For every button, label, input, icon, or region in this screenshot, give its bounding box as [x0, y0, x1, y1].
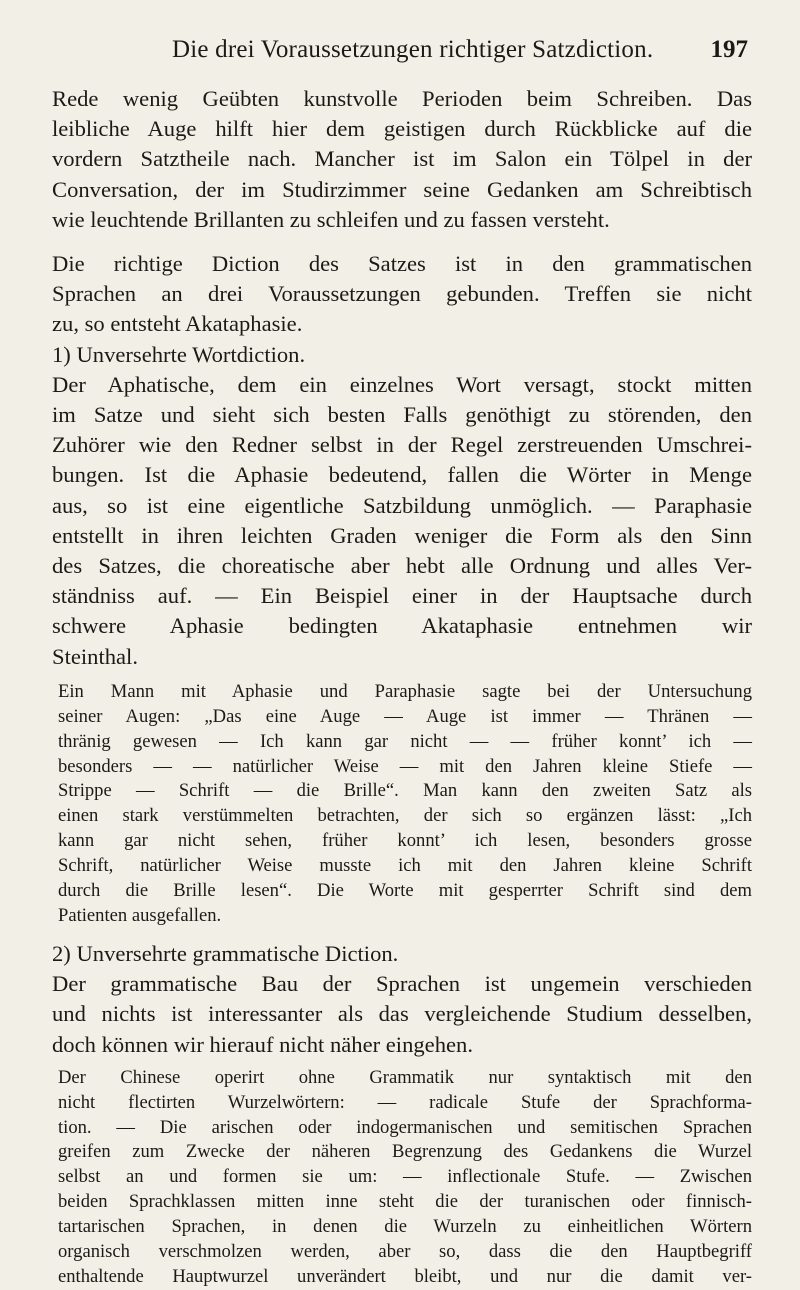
text-line: aus, so ist eine eigentliche Satzbildung unmöglich. — Paraphasie: [52, 492, 752, 518]
text-line: Die richtige Diction des Satzes ist in den grammatischen: [52, 251, 752, 277]
page-body: [52, 84, 752, 1290]
text-line: Conversation, der im Studirzimmer seine Gedanken am Schreibtisch: [52, 176, 752, 202]
paragraph-1: [52, 84, 752, 235]
text-line: bungen. Ist die Aphasie bedeutend, fallen die Wörter in Menge: [52, 462, 752, 488]
section-heading-2: 2) Unversehrte grammatische Diction.: [52, 940, 399, 966]
text-line: enthaltende Hauptwurzel unverändert bleibt, und nur die damit ver-: [58, 1265, 752, 1287]
text-line: zu, so entsteht Akataphasie.: [52, 311, 303, 337]
text-line: tartarischen Sprachen, in denen die Wurzeln zu einheitlichen Wörtern: [58, 1216, 752, 1238]
text-line: organisch verschmolzen werden, aber so, dass die den Hauptbegriff: [58, 1241, 752, 1263]
paragraph-4: [52, 969, 752, 1060]
text-line: besonders — — natürlicher Weise — mit den Jahren kleine Stiefe —: [58, 755, 752, 777]
text-line: beiden Sprachklassen mitten inne steht die der turanischen oder finnisch-: [58, 1191, 752, 1213]
text-line: im Satze und sieht sich besten Falls genöthigt zu störenden, den: [52, 402, 752, 428]
quotation-block: [52, 680, 752, 929]
text-line: ständniss auf. — Ein Beispiel einer in der Hauptsache durch: [52, 583, 752, 609]
text-line: wie leuchtende Brillanten zu schleifen und zu fassen versteht.: [52, 206, 610, 232]
text-line: doch können wir hierauf nicht näher eingehen.: [52, 1031, 473, 1057]
running-title: Die drei Voraussetzungen richtiger Satzdiction.: [172, 36, 654, 63]
text-line: des Satzes, die choreatische aber hebt alle Ordnung und alles Ver-: [52, 553, 752, 579]
text-line: greifen zum Zwecke der näheren Begrenzung des Gedankens die Wurzel: [58, 1141, 752, 1163]
text-line: Steinthal.: [52, 643, 138, 669]
text-line: tion. — Die arischen oder indogermanischen und semitischen Sprachen: [58, 1116, 752, 1138]
text-line: vordern Satztheile nach. Mancher ist im Salon ein Tölpel in der: [52, 146, 752, 172]
text-line: seiner Augen: „Das eine Auge — Auge ist immer — Thränen —: [58, 705, 752, 727]
text-line: Der Chinese operirt ohne Grammatik nur syntaktisch mit den: [58, 1066, 752, 1088]
text-line: Strippe — Schrift — die Brille“. Man kann den zweiten Satz als: [58, 780, 752, 802]
text-line: Schrift, natürlicher Weise musste ich mit den Jahren kleine Schrift: [58, 855, 752, 877]
text-line: schwere Aphasie bedingten Akataphasie entnehmen wir: [52, 613, 752, 639]
text-line: Patienten ausgefallen.: [58, 905, 222, 927]
text-line: nicht flectirten Wurzelwörtern: — radicale Stufe der Sprachforma-: [58, 1091, 752, 1113]
text-line: Zuhörer wie den Redner selbst in der Regel zerstreuenden Umschrei-: [52, 432, 752, 458]
note-block: [52, 1066, 752, 1290]
text-line: selbst an und formen sie um: — inflectionale Stufe. — Zwischen: [58, 1166, 752, 1188]
text-line: Der grammatische Bau der Sprachen ist ungemein verschieden: [52, 971, 752, 997]
page-number: 197: [710, 36, 748, 63]
text-line: entstellt in ihren leichten Graden weniger die Form als den Sinn: [52, 522, 752, 548]
text-line: Rede wenig Geübten kunstvolle Perioden beim Schreiben. Das: [52, 86, 752, 111]
text-line: Ein Mann mit Aphasie und Paraphasie sagte bei der Untersuchung: [58, 680, 752, 702]
text-line: durch die Brille lesen“. Die Worte mit gesperrter Schrift sind dem: [58, 880, 752, 902]
text-line: und nichts ist interessanter als das vergleichende Studium desselben,: [52, 1001, 752, 1027]
paragraph-2: [52, 249, 752, 340]
text-line: einen stark verstümmelten betrachten, der sich so ergänzen lässt: „Ich: [58, 805, 752, 827]
section-heading-1: 1) Unversehrte Wortdiction.: [52, 341, 306, 367]
text-line: Der Aphatische, dem ein einzelnes Wort versagt, stockt mitten: [52, 371, 752, 397]
running-header: [52, 36, 748, 76]
text-line: kann gar nicht sehen, früher konnt’ ich lesen, besonders grosse: [58, 830, 752, 852]
text-line: Sprachen an drei Voraussetzungen gebunden. Treffen sie nicht: [52, 281, 752, 307]
text-line: leibliche Auge hilft hier dem geistigen durch Rückblicke auf die: [52, 116, 752, 142]
paragraph-3: [52, 370, 752, 672]
text-line: thränig gewesen — Ich kann gar nicht — — früher konnt’ ich —: [58, 730, 752, 752]
